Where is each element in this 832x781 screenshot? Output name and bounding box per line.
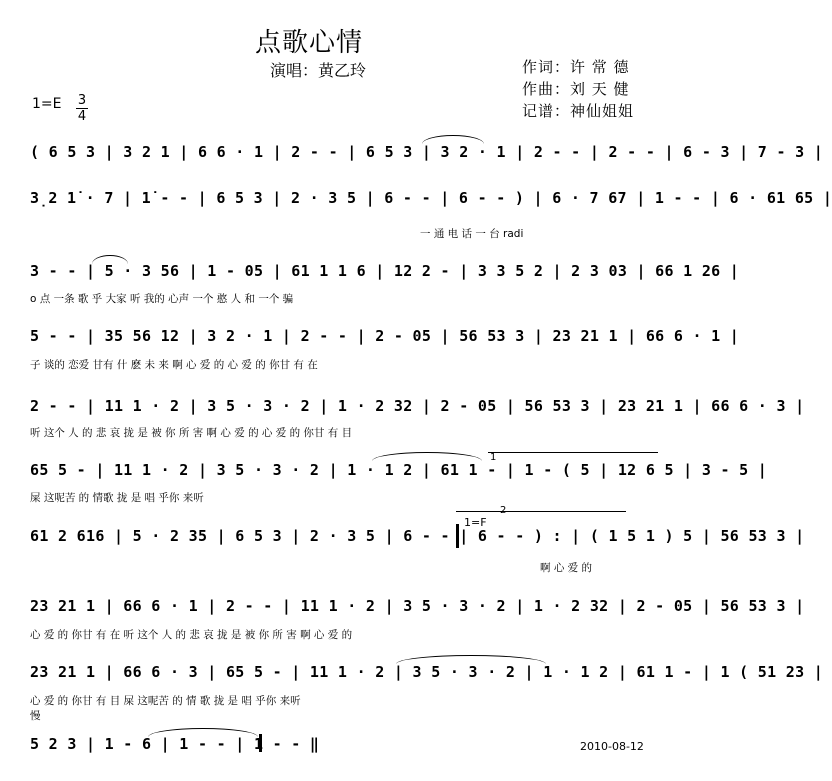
volta-2-label: 2 — [500, 505, 507, 516]
volta-1-bracket — [488, 452, 658, 453]
singer-credit: 演唱：黄乙玲 — [270, 61, 367, 80]
notation-row-1: ( 6 5 3 | 3 2 1 | 6 6 · 1 | 2 - - | 6 5 3 | 3 2 · 1 | 2 - - | 2 - - | 6 - 3 | 7 - 3 | — [30, 143, 824, 161]
slur — [148, 728, 258, 737]
time-bottom: 4 — [77, 109, 87, 124]
composer-credit: 作曲：刘 天 健 — [522, 80, 630, 98]
key-signature: 1=E — [32, 96, 62, 112]
slur — [92, 255, 128, 264]
lyrics-row-8: 心 爱 的 你甘 有 在 听 这个 人 的 悲 哀 拢 是 被 你 所 害 啊 心 爱 的 — [30, 629, 353, 641]
notation-row-3: 3 - - | 5 · 3 56 | 1 - 05 | 61 1 1 6 | 12 2 - | 3 3 5 2 | 2 3 03 | 66 1 26 | — [30, 262, 740, 280]
key-change: 1=F — [464, 516, 487, 529]
lyrics-row-5: 听 这个 人 的 悲 哀 拢 是 被 你 所 害 啊 心 爱 的 心 爱 的 你甘 有 目 — [30, 427, 353, 439]
lyrics-row-6: 屎 这呢苦 的 情歌 拢 是 唱 乎你 来听 — [30, 492, 204, 504]
slur — [372, 452, 482, 461]
transcriber-credit: 记谱：神仙姐姐 — [522, 102, 635, 120]
notation-row-5: 2 - - | 11 1 · 2 | 3 5 · 3 · 2 | 1 · 2 32 | 2 - 05 | 56 53 3 | 23 21 1 | 66 6 · 3 | — [30, 397, 805, 415]
song-title: 点歌心情 — [255, 28, 364, 58]
volta-1-label: 1 — [490, 452, 497, 463]
notation-row-2: 3̣2 1̇ · 7 | 1̇ - - | 6 5 3 | 2 · 3 5 | 6 - - | 6 - - ) | 6 · 7 67 | 1 - - | 6 · 61 65 | — [30, 189, 832, 207]
lyrics-row-4: 子 谈的 恋爱 甘有 什 麽 未 来 啊 心 爱 的 心 爱 的 你甘 有 在 — [30, 359, 318, 371]
notation-row-10: 5 2 3 | 1 - 6 | 1 - - | 1 - - ‖ — [30, 735, 320, 753]
notation-row-8: 23 21 1 | 66 6 · 1 | 2 - - | 11 1 · 2 | 3 5 · 3 · 2 | 1 · 2 32 | 2 - 05 | 56 53 3 | — [30, 597, 805, 615]
final-barline — [259, 734, 262, 752]
time-signature — [76, 94, 88, 123]
date-stamp: 2010-08-12 — [580, 740, 644, 753]
lyricist-credit: 作词：许 常 德 — [522, 58, 630, 76]
volta-2-bracket — [456, 511, 626, 512]
lyrics-row-7: 啊 心 爱 的 — [540, 562, 593, 574]
notation-row-4: 5 - - | 35 56 12 | 3 2 · 1 | 2 - - | 2 - 05 | 56 53 3 | 23 21 1 | 66 6 · 1 | — [30, 327, 740, 345]
slur — [396, 655, 546, 664]
slur — [422, 135, 484, 144]
lyrics-row-9: 心 爱 的 你甘 有 目 屎 这呢苦 的 情 歌 拢 是 唱 乎你 来听 — [30, 695, 301, 707]
notation-row-7: 61 2 616 | 5 · 2 35 | 6 5 3 | 2 · 3 5 | 6 - - | 6 - - ) : | ( 1 5 1 ) 5 | 56 53 3 | — [30, 527, 805, 545]
lyrics-row-3: o 点 一条 歌 乎 大家 听 我的 心声 一个 憨 人 和 一个 骗 — [30, 293, 294, 305]
notation-row-6: 65 5 - | 11 1 · 2 | 3 5 · 3 · 2 | 1 · 1 2 | 61 1 - | 1 - ( 5 | 12 6 5 | 3 - 5 | — [30, 461, 768, 479]
lyrics-row-2: 一 通 电 话 一 台 radi — [420, 228, 524, 240]
repeat-barline — [456, 524, 459, 548]
lyrics-extra: 慢 — [30, 710, 41, 722]
notation-row-9: 23 21 1 | 66 6 · 3 | 65 5 - | 11 1 · 2 | 3 5 · 3 · 2 | 1 · 1 2 | 61 1 - | 1 ( 51 23 | — [30, 663, 824, 681]
time-top: 3 — [77, 93, 87, 108]
